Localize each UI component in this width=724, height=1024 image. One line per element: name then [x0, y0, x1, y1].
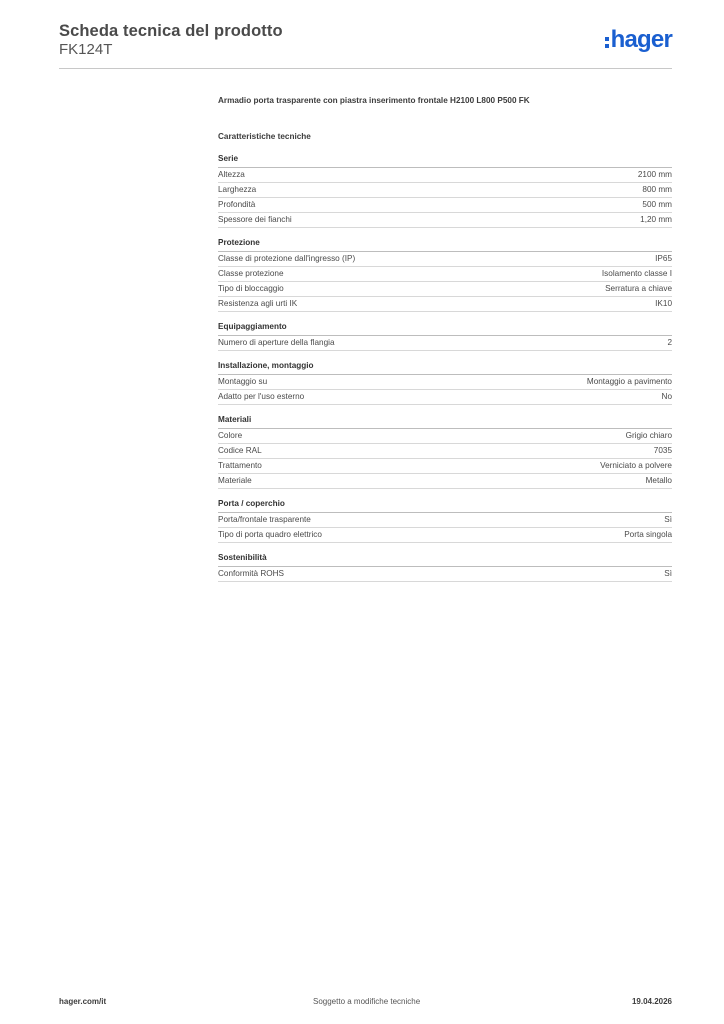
spec-group	[218, 152, 672, 228]
spec-label: Trattamento	[218, 461, 262, 470]
header-divider	[59, 68, 672, 69]
spec-label: Resistenza agli urti IK	[218, 299, 298, 308]
spec-row	[218, 474, 672, 489]
hager-logo	[605, 27, 672, 53]
spec-group	[218, 497, 672, 543]
spec-row	[218, 183, 672, 198]
spec-label: Codice RAL	[218, 446, 262, 455]
spec-group-title: Serie	[218, 152, 672, 168]
spec-group-title: Protezione	[218, 236, 672, 252]
spec-group	[218, 413, 672, 489]
spec-group-title: Equipaggiamento	[218, 320, 672, 336]
spec-row	[218, 168, 672, 183]
spec-value: Metallo	[645, 476, 672, 485]
spec-label: Tipo di bloccaggio	[218, 284, 284, 293]
spec-row	[218, 297, 672, 312]
spec-label: Altezza	[218, 170, 245, 179]
spec-label: Porta/frontale trasparente	[218, 515, 311, 524]
spec-value: IK10	[655, 299, 672, 308]
spec-value: 500 mm	[642, 200, 672, 209]
spec-label: Conformità ROHS	[218, 569, 284, 578]
spec-row	[218, 252, 672, 267]
logo-dots-icon	[605, 37, 609, 48]
spec-value: Verniciato a polvere	[600, 461, 672, 470]
spec-group	[218, 551, 672, 582]
spec-row	[218, 444, 672, 459]
spec-label: Montaggio su	[218, 377, 268, 386]
footer-date: 19.04.2026	[631, 997, 672, 1006]
spec-row	[218, 213, 672, 228]
footer-website-link[interactable]: hager.com/it	[59, 997, 107, 1006]
spec-value: 2100 mm	[637, 170, 672, 179]
spec-group	[218, 359, 672, 405]
spec-value: 1,20 mm	[640, 215, 672, 224]
spec-label: Larghezza	[218, 185, 257, 194]
spec-row	[218, 528, 672, 543]
spec-label: Classe di protezione dall'ingresso (IP)	[218, 254, 356, 263]
spec-row	[218, 429, 672, 444]
spec-row	[218, 267, 672, 282]
spec-value: Sì	[664, 569, 672, 578]
spec-value: Isolamento classe I	[601, 269, 672, 278]
document-title: Scheda tecnica del prodotto	[59, 22, 283, 40]
section-title: Caratteristiche tecniche	[218, 132, 311, 141]
spec-value: Grigio chiaro	[625, 431, 672, 440]
spec-group-title: Materiali	[218, 413, 672, 429]
spec-label: Profondità	[218, 200, 256, 209]
spec-row	[218, 567, 672, 582]
spec-label: Tipo di porta quadro elettrico	[218, 530, 322, 539]
spec-value: IP65	[655, 254, 672, 263]
spec-value: Sì	[664, 515, 672, 524]
spec-group	[218, 320, 672, 351]
spec-value: 2	[667, 338, 672, 347]
product-description: Armadio porta trasparente con piastra inserimento frontale H2100 L800 P500 FK	[218, 96, 530, 105]
spec-group	[218, 236, 672, 312]
main-content	[218, 94, 672, 582]
spec-row	[218, 459, 672, 474]
footer-note: Soggetto a modifiche tecniche	[313, 997, 421, 1006]
spec-row	[218, 336, 672, 351]
spec-value: Serratura a chiave	[605, 284, 672, 293]
spec-label: Spessore dei fianchi	[218, 215, 292, 224]
spec-row	[218, 282, 672, 297]
spec-label: Numero di aperture della flangia	[218, 338, 335, 347]
spec-row	[218, 390, 672, 405]
spec-label: Materiale	[218, 476, 252, 485]
spec-value: 7035	[653, 446, 672, 455]
spec-value: Porta singola	[624, 530, 672, 539]
spec-row	[218, 375, 672, 390]
spec-value: Montaggio a pavimento	[586, 377, 672, 386]
spec-group-title: Porta / coperchio	[218, 497, 672, 513]
spec-label: Adatto per l'uso esterno	[218, 392, 305, 401]
spec-groups	[218, 152, 672, 582]
spec-label: Classe protezione	[218, 269, 284, 278]
spec-group-title: Installazione, montaggio	[218, 359, 672, 375]
spec-row	[218, 513, 672, 528]
spec-value: No	[661, 392, 672, 401]
spec-value: 800 mm	[642, 185, 672, 194]
logo-text: hager	[610, 26, 672, 53]
spec-group-title: Sostenibilità	[218, 551, 672, 567]
spec-row	[218, 198, 672, 213]
spec-label: Colore	[218, 431, 243, 440]
product-code: FK124T	[59, 41, 113, 58]
page-header	[59, 20, 672, 70]
